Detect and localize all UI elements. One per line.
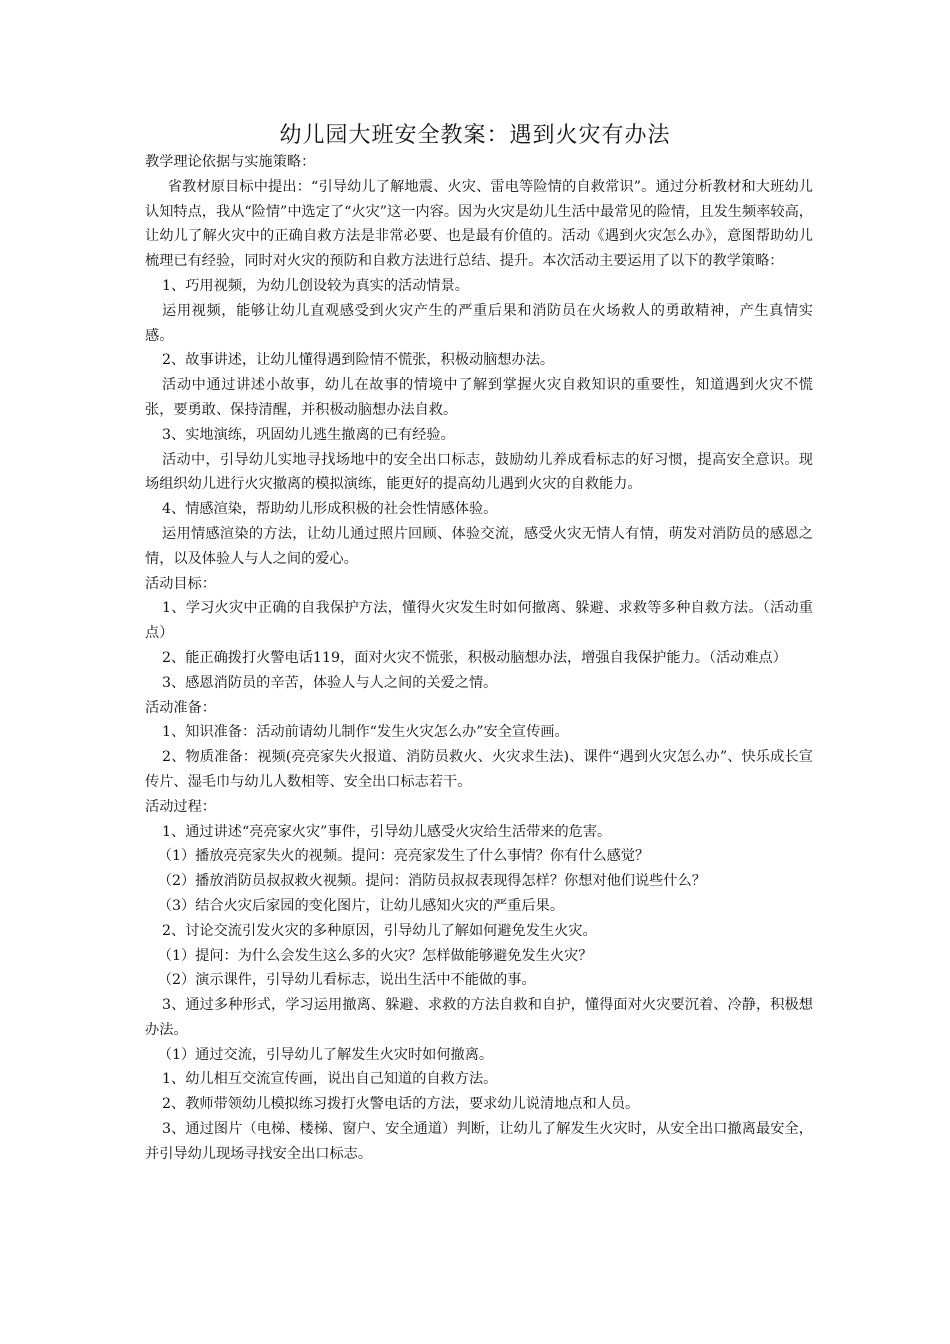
paragraph: 1、巧用视频，为幼儿创设较为真实的活动情景。 xyxy=(162,277,469,294)
paragraph: 1、通过讲述“亮亮家火灾”事件，引导幼儿感受火灾给生活带来的危害。 xyxy=(162,823,612,840)
paragraph: 2、物质准备：视频(亮亮家失火报道、消防员救火、火灾求生法)、课件“遇到火灾怎么办”、快乐成长宣传片、湿毛巾与幼儿人数相等、安全出口标志若干。 xyxy=(145,749,813,790)
paragraph: 1、知识准备：活动前请幼儿制作“发生火灾怎么办”安全宣传画。 xyxy=(162,724,569,741)
document-title: 幼儿园大班安全教案：遇到火灾有办法 xyxy=(279,123,671,148)
section-heading: 教学理论依据与实施策略： xyxy=(145,154,316,170)
paragraph: 运用情感渲染的方法，让幼儿通过照片回顾、体验交流，感受火灾无情人有情，萌发对消防员的感恩之情，以及体验人与人之间的爱心。 xyxy=(145,525,813,567)
paragraph: （1）播放亮亮家失火的视频。提问：亮亮家发生了什么事情？你有什么感觉？ xyxy=(157,848,650,865)
paragraph: （1）提问：为什么会发生这么多的火灾？怎样做能够避免发生火灾？ xyxy=(157,947,593,964)
section-heading: 活动过程： xyxy=(145,798,216,815)
paragraph: （2）播放消防员叔叔救火视频。提问：消防员叔叔表现得怎样？你想对他们说些什么？ xyxy=(157,873,706,890)
paragraph: 2、故事讲述，让幼儿懂得遇到险情不慌张，积极动脑想办法。 xyxy=(162,352,555,369)
paragraph: 运用视频，能够让幼儿直观感受到火灾产生的严重后果和消防员在火场救人的勇敢精神，产生真情实感。 xyxy=(145,302,813,344)
paragraph: 2、讨论交流引发火灾的多种原因，引导幼儿了解如何避免发生火灾。 xyxy=(162,922,597,939)
paragraph: （2）演示课件，引导幼儿看标志，说出生活中不能做的事。 xyxy=(157,972,536,989)
paragraph: 4、情感渲染，帮助幼儿形成积极的社会性情感体验。 xyxy=(162,501,498,518)
paragraph: 1、学习火灾中正确的自我保护方法，懂得火灾发生时如何撤离、躲避、求救等多种自救方法。（活动重点） xyxy=(145,600,813,642)
document-body xyxy=(145,150,813,1167)
paragraph: （3）结合火灾后家园的变化图片，让幼儿感知火灾的严重后果。 xyxy=(157,897,565,914)
paragraph: 3、通过图片（电梯、楼梯、窗户、安全通道）判断，让幼儿了解发生火灾时，从安全出口撤离最安全，并引导幼儿现场寻找安全出口标志。 xyxy=(145,1121,813,1162)
paragraph: 活动中通过讲述小故事，幼儿在故事的情境中了解到掌握火灾自救知识的重要性，知道遇到火灾不慌张，要勇敢、保持清醒，并积极动脑想办法自救。 xyxy=(145,377,813,418)
paragraph: （1）通过交流，引导幼儿了解发生火灾时如何撤离。 xyxy=(157,1046,494,1063)
section-heading: 活动目标： xyxy=(145,575,216,592)
paragraph: 省教材原目标中提出：“引导幼儿了解地震、火灾、雷电等险情的自救常识”。通过分析教材和大班幼儿认知特点，我从“险情”中选定了“火灾”这一内容。因为火灾是幼儿生活中最常见的险情，且发生频率较高，让幼儿了解火灾中的正确自救方法是非常必要、也是最有价值的。活动《遇到火灾怎么办》，意图帮助幼儿梳理已有经验，同时对火灾的预防和自救方法进行总结、提升。本次活动主要运用了以下的教学策略： xyxy=(145,178,813,270)
paragraph: 活动中，引导幼儿实地寻找场地中的安全出口标志，鼓励幼儿养成看标志的好习惯，提高安全意识。现场组织幼儿进行火灾撤离的模拟演练，能更好的提高幼儿遇到火灾的自救能力。 xyxy=(145,451,813,493)
paragraph: 1、幼儿相互交流宣传画，说出自己知道的自救方法。 xyxy=(162,1071,498,1088)
paragraph: 2、能正确拨打火警电话119，面对火灾不慌张，积极动脑想办法，增强自我保护能力。（活动难点） xyxy=(162,649,787,666)
section-heading: 活动准备： xyxy=(145,699,216,716)
paragraph: 3、感恩消防员的辛苦，体验人与人之间的关爱之情。 xyxy=(162,674,498,691)
paragraph: 2、教师带领幼儿模拟练习拨打火警电话的方法，要求幼儿说清地点和人员。 xyxy=(162,1096,640,1113)
paragraph: 3、实地演练，巩固幼儿逃生撤离的已有经验。 xyxy=(162,426,455,443)
paragraph: 3、通过多种形式，学习运用撤离、躲避、求救的方法自救和自护，懂得面对火灾要沉着、冷静，积极想办法。 xyxy=(145,997,813,1038)
